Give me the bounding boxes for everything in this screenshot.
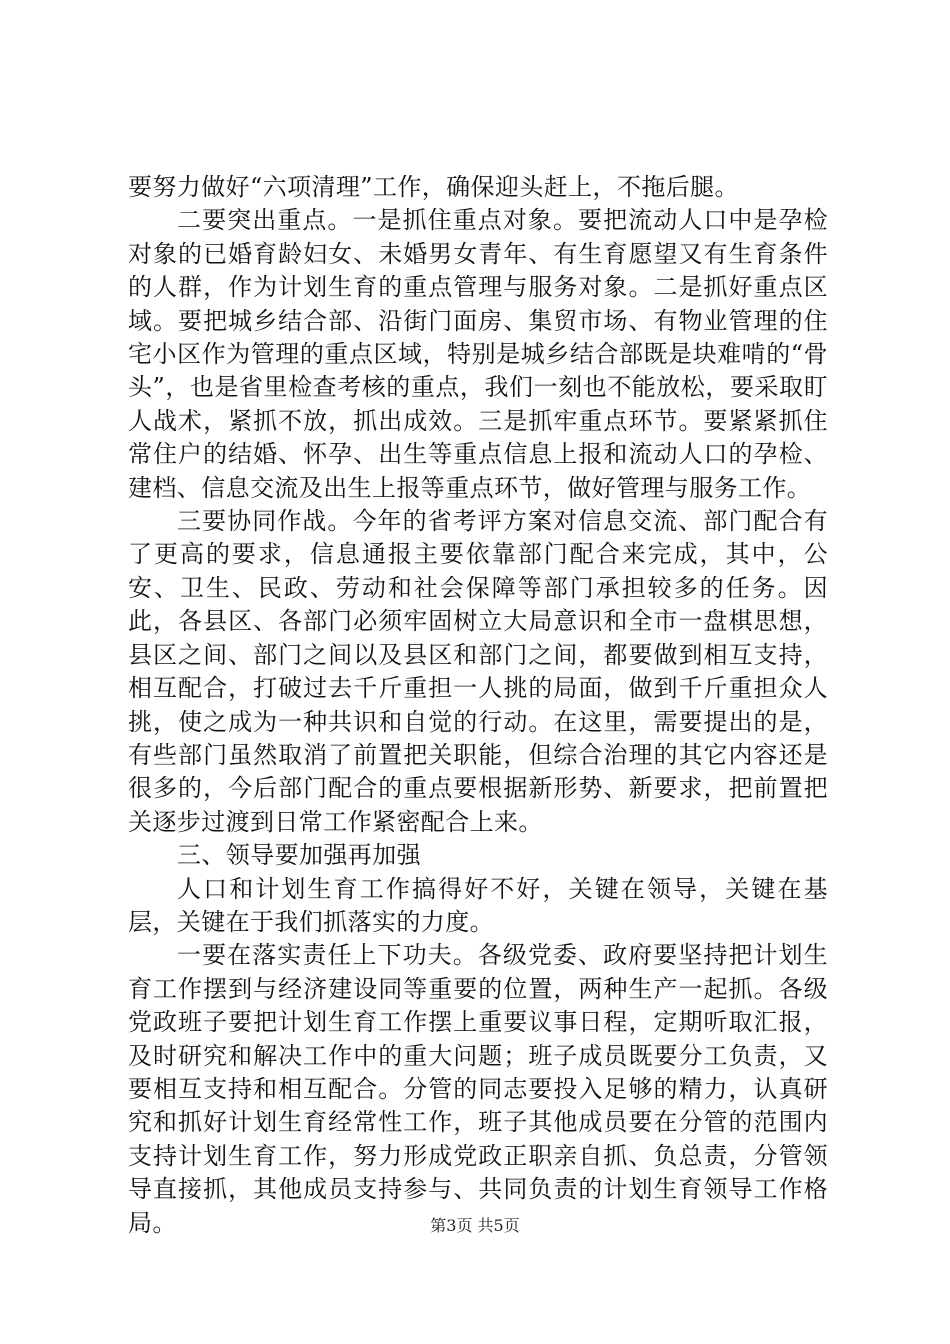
paragraph-leadership-intro: 人口和计划生育工作搞得好不好，关键在领导，关键在基层，关键在于我们抓落实的力度。 bbox=[128, 874, 828, 936]
paragraph-continuation: 要努力做好“六项清理”工作，确保迎头赶上，不拖后腿。 bbox=[128, 173, 739, 201]
section-heading-leadership: 三、领导要加强再加强 bbox=[177, 841, 421, 870]
document-body bbox=[128, 171, 828, 1240]
paragraph-coordinated-action: 三要协同作战。今年的省考评方案对信息交流、部门配合有了更高的要求，信息通报主要依靠部门配合来完成，其中，公安、卫生、民政、劳动和社会保障等部门承担较多的任务。因此，各县区、各部门必须牢固树立大局意识和全市一盘棋思想，县区之间、部门之间以及县区和部门之间，都要做到相互支持，相互配合，打破过去千斤重担一人挑的局面，做到千斤重担众人挑，使之成为一种共识和自觉的行动。在这里，需要提出的是，有些部门虽然取消了前置把关职能，但综合治理的其它内容还是很多的，今后部门配合的重点要根据新形势、新要求，把前置把关逐步过渡到日常工作紧密配合上来。 bbox=[128, 507, 828, 836]
paragraph-highlight-priorities: 二要突出重点。一是抓住重点对象。要把流动人口中是孕检对象的已婚育龄妇女、未婚男女青年、有生育愿望又有生育条件的人群，作为计划生育的重点管理与服务对象。二是抓好重点区域。要把城乡结合部、沿街门面房、集贸市场、有物业管理的住宅小区作为管理的重点区域，特别是城乡结合部既是块难啃的“骨头”，也是省里检查考核的重点，我们一刻也不能放松，要采取盯人战术，紧抓不放，抓出成效。三是抓牢重点环节。要紧紧抓住常住户的结婚、怀孕、出生等重点信息上报和流动人口的孕检、建档、信息交流及出生上报等重点环节，做好管理与服务工作。 bbox=[128, 206, 828, 502]
paragraph-responsibility: 一要在落实责任上下功夫。各级党委、政府要坚持把计划生育工作摆到与经济建设同等重要的位置，两种生产一起抓。各级党政班子要把计划生育工作摆上重要议事日程，定期听取汇报，及时研究和解决工作中的重大问题；班子成员既要分工负责，又要相互支持和相互配合。分管的同志要投入足够的精力，认真研究和抓好计划生育经常性工作，班子其他成员要在分管的范围内支持计划生育工作，努力形成党政正职亲自抓、负总责，分管领导直接抓，其他成员支持参与、共同负责的计划生育领导工作格局。 bbox=[128, 941, 828, 1237]
page-number-footer: 第3页 共5页 bbox=[430, 1216, 520, 1235]
